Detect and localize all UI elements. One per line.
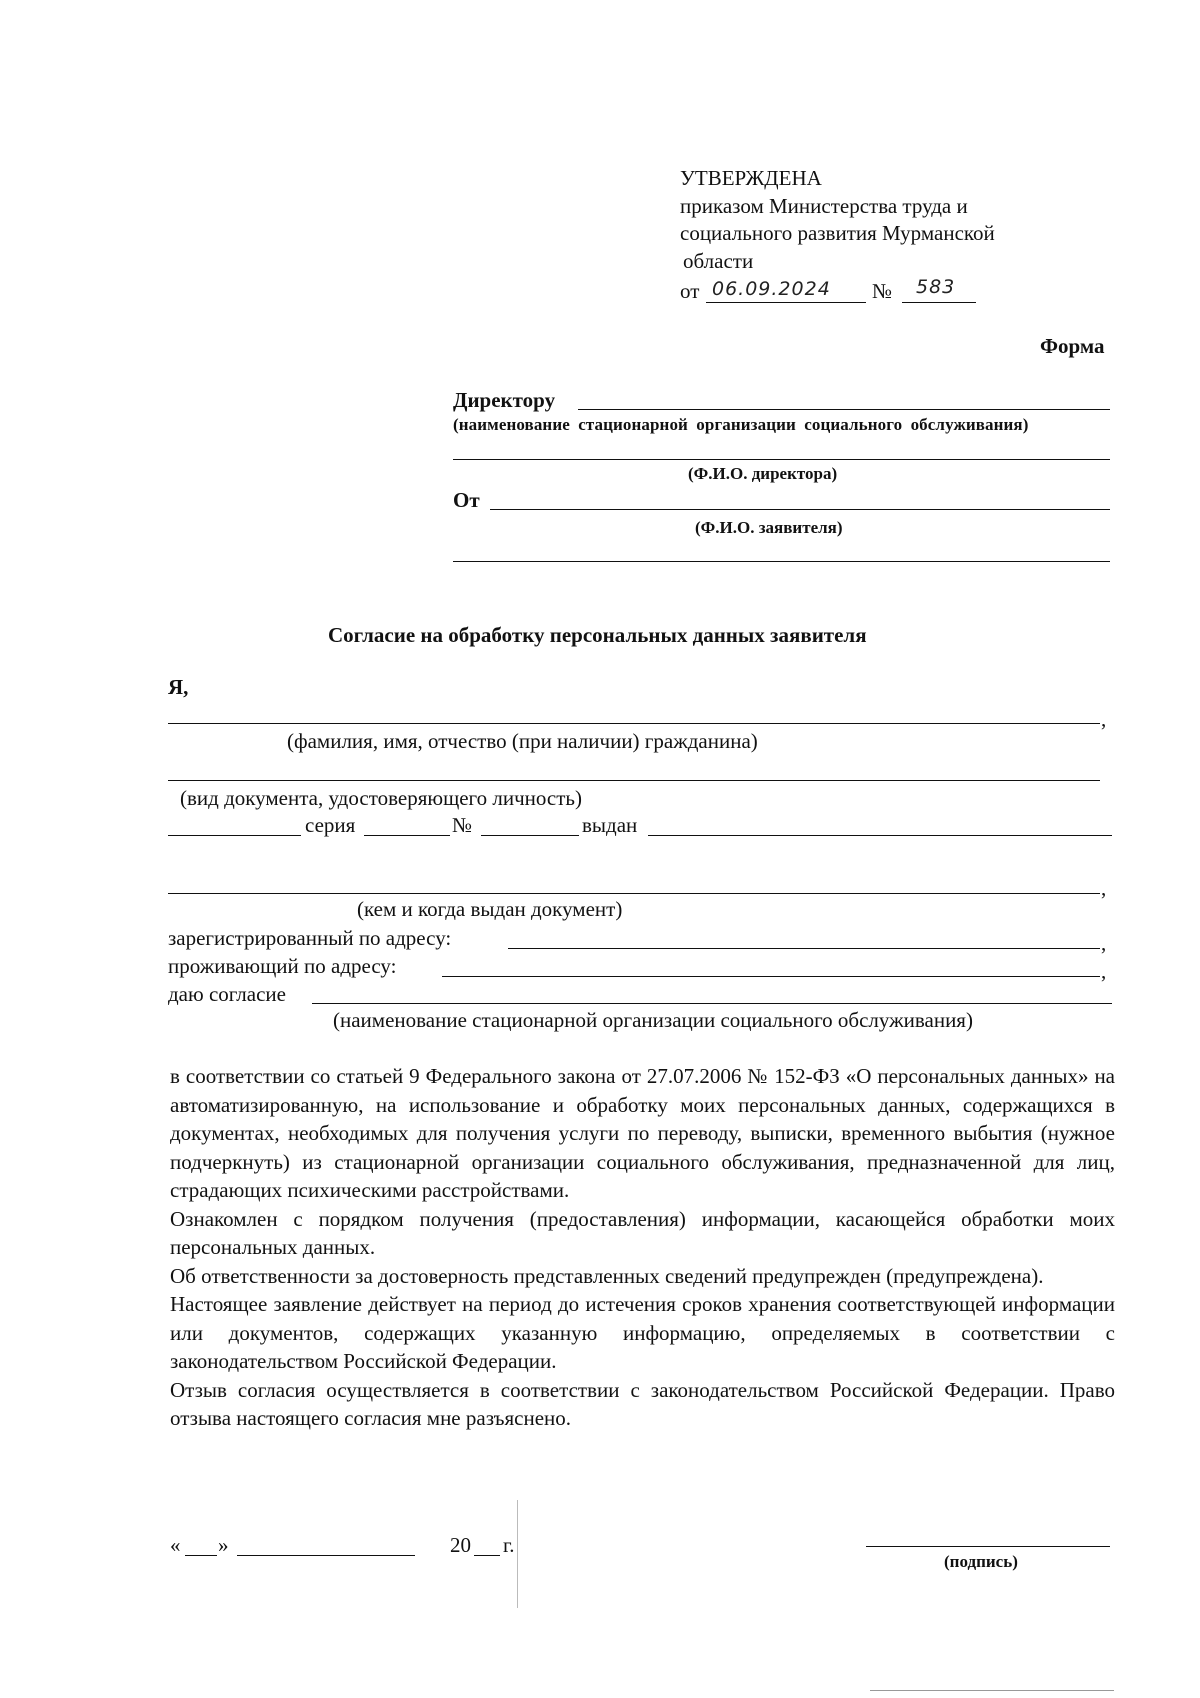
living-label: проживающий по адресу: — [168, 954, 397, 978]
applicant-fio-hint: (Ф.И.О. заявителя) — [695, 518, 843, 537]
scan-artifact-vertical — [517, 1500, 518, 1608]
body-paragraph-4: Настоящее заявление действует на период до истечения сроков хранения соответствующей информации или документов, содержащих указанную информацию, определяемых в соответствии с законодательством Российской Федерации. — [170, 1292, 1115, 1373]
year-suffix: г. — [503, 1533, 515, 1557]
date-quote-close: » — [218, 1533, 229, 1557]
approval-number-label: № — [872, 279, 893, 303]
fio-line[interactable] — [168, 723, 1100, 724]
body-paragraph-2: Ознакомлен с порядком получения (предоставления) информации, касающейся обработки моих персональных данных. — [170, 1206, 1115, 1259]
fio-hint: (фамилия, имя, отчество (при наличии) гражданина) — [287, 729, 758, 753]
form-label: Форма — [1040, 334, 1105, 358]
signature-line[interactable] — [866, 1546, 1110, 1547]
approval-line-2: социального развития Мурманской — [680, 221, 995, 245]
applicant-fio-line-2[interactable] — [453, 561, 1110, 562]
approval-number: 583 — [916, 276, 956, 298]
registered-label: зарегистрированный по адресу: — [168, 926, 452, 950]
doc-number-label: № — [452, 813, 473, 837]
approval-line-1: приказом Министерства труда и — [680, 194, 968, 218]
day-line[interactable] — [185, 1555, 217, 1556]
living-comma: , — [1101, 959, 1107, 983]
approval-from-label: от — [680, 279, 700, 303]
fio-comma: , — [1101, 707, 1107, 731]
approval-number-underline — [902, 302, 976, 303]
issued-by-comma: , — [1101, 876, 1107, 900]
document-title: Согласие на обработку персональных данных заявителя — [328, 623, 867, 647]
director-fio-line[interactable] — [453, 459, 1110, 460]
director-fio-hint: (Ф.И.О. директора) — [688, 464, 838, 483]
consent-org-hint: (наименование стационарной организации социального обслуживания) — [333, 1008, 973, 1032]
issued-by-hint: (кем и когда выдан документ) — [357, 897, 623, 921]
consent-label: даю согласие — [168, 982, 286, 1006]
approval-line-3: области — [683, 249, 754, 273]
body-paragraph-1: в соответствии со статьей 9 Федерального закона от 27.07.2006 № 152-ФЗ «О персональных данных» на автоматизированную, на использование и обработку моих персональных данных, содержащихся в документах, необходимых для получения услуги по переводу, выписки, временного выбытия (нужное подчеркнуть) из стационарной организации социального обслуживания, предназначенной для лиц, страдающих психическими расстройствами. — [170, 1064, 1115, 1202]
i-label: Я, — [168, 675, 189, 699]
body-paragraph-3: Об ответственности за достоверность представленных сведений предупрежден (предупреждена). — [170, 1263, 1044, 1288]
doc-type-hint: (вид документа, удостоверяющего личность) — [180, 786, 583, 810]
approval-date-underline — [706, 302, 866, 303]
signature-hint: (подпись) — [944, 1552, 1018, 1571]
year-line[interactable] — [474, 1555, 500, 1556]
approval-date: 06.09.2024 — [712, 278, 831, 300]
issued-label: выдан — [582, 813, 638, 837]
doc-type-line[interactable] — [168, 780, 1100, 781]
series-label: серия — [305, 813, 356, 837]
issued-line[interactable] — [648, 835, 1112, 836]
registered-comma: , — [1101, 931, 1107, 955]
year-prefix: 20 — [450, 1533, 471, 1557]
doc-type-short-line[interactable] — [168, 835, 301, 836]
doc-number-line[interactable] — [481, 835, 579, 836]
director-org-hint: (наименование стационарной организации социального обслуживания) — [453, 415, 1029, 434]
scan-artifact-bottom-line — [870, 1690, 1114, 1691]
month-line[interactable] — [237, 1555, 415, 1556]
director-label: Директору — [453, 388, 556, 412]
consent-org-line[interactable] — [312, 1003, 1112, 1004]
from-label: От — [453, 488, 480, 512]
approval-heading: УТВЕРЖДЕНА — [680, 166, 822, 190]
body-paragraph-5: Отзыв согласия осуществляется в соответствии с законодательством Российской Федерации. Право отзыва настоящего согласия мне разъяснено. — [170, 1377, 1115, 1430]
director-org-line[interactable] — [578, 409, 1110, 410]
applicant-fio-line[interactable] — [490, 509, 1110, 510]
living-address-line[interactable] — [442, 976, 1100, 977]
date-quote-open: « — [170, 1533, 181, 1557]
issued-by-line[interactable] — [168, 893, 1100, 894]
consent-body — [170, 1062, 1115, 1433]
registered-address-line[interactable] — [508, 948, 1100, 949]
series-line[interactable] — [364, 835, 450, 836]
